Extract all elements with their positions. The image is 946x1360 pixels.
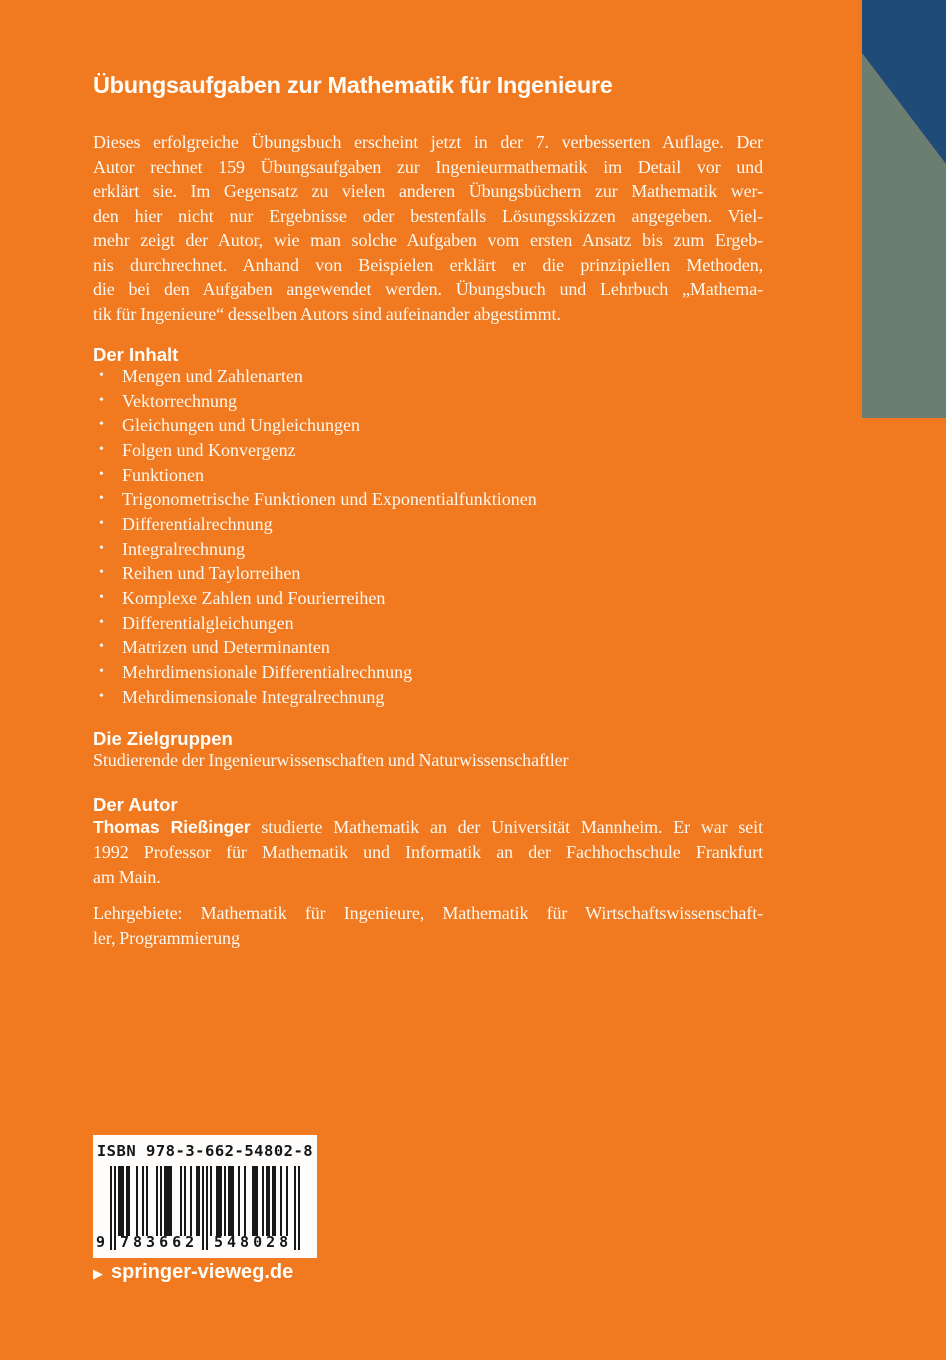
publisher-url-line bbox=[93, 1261, 293, 1284]
bullet-icon: • bbox=[99, 491, 104, 507]
bullet-icon: • bbox=[99, 540, 104, 556]
bullet-icon: • bbox=[99, 368, 104, 383]
text-line: tik für Ingenieure“ desselben Autors sind aufeinander abgestimmt. bbox=[93, 303, 561, 324]
bullet-icon: • bbox=[99, 441, 104, 457]
list-item bbox=[93, 413, 763, 438]
list-item bbox=[93, 561, 763, 586]
arrow-right-icon: ▶ bbox=[93, 1265, 103, 1281]
author-line-1 bbox=[93, 815, 763, 840]
text-line: nis durchrechnet. Anhand von Beispielen erklärt er die prinzipiellen Methoden, bbox=[93, 254, 763, 275]
contents-heading: Der Inhalt bbox=[93, 344, 179, 365]
barcode-digit-group-1: 783662 bbox=[120, 1233, 199, 1251]
bullet-icon: • bbox=[99, 565, 104, 581]
author-line-3: am Main. bbox=[93, 866, 161, 887]
description-paragraph bbox=[93, 130, 763, 326]
list-item-label: Trigonometrische Funktionen und Exponentialfunktionen bbox=[122, 489, 537, 510]
bullet-icon: • bbox=[99, 688, 104, 704]
audience-text: Studierende der Ingenieurwissenschaften und Naturwissenschaftler bbox=[93, 750, 569, 770]
list-item-label: Mengen und Zahlenarten bbox=[122, 366, 303, 386]
list-item bbox=[93, 438, 763, 463]
list-item bbox=[93, 586, 763, 611]
text-line: mehr zeigt der Autor, wie man solche Aufgaben vom ersten Ansatz bis zum Ergeb- bbox=[93, 230, 763, 251]
list-item-label: Gleichungen und Ungleichungen bbox=[122, 415, 360, 436]
author-line-1-rest: studierte Mathematik an der Universität Mannheim. Er war seit bbox=[250, 817, 763, 837]
list-item-label: Reihen und Taylorreihen bbox=[122, 563, 301, 584]
barcode-digits bbox=[96, 1233, 300, 1253]
list-item-label: Vektorrechnung bbox=[122, 390, 237, 411]
text-line: ler, Programmierung bbox=[93, 927, 240, 948]
list-item-label: Funktionen bbox=[122, 464, 205, 485]
bullet-icon: • bbox=[99, 466, 104, 482]
publisher-url: springer-vieweg.de bbox=[111, 1261, 294, 1283]
list-item-label: Folgen und Konvergenz bbox=[122, 439, 296, 460]
text-line: den hier nicht nur Ergebnisse oder bestenfalls Lösungsskizzen angegeben. Viel- bbox=[93, 205, 763, 226]
bullet-icon: • bbox=[99, 589, 104, 605]
list-item bbox=[93, 512, 763, 537]
list-item-label: Mehrdimensionale Differentialrechnung bbox=[122, 661, 413, 682]
text-line: Lehrgebiete: Mathematik für Ingenieure, Mathematik für Wirtschaftswissenschaft- bbox=[93, 903, 763, 923]
corner-decoration bbox=[862, 0, 946, 418]
list-item bbox=[93, 611, 763, 636]
list-item-label: Integralrechnung bbox=[122, 538, 245, 559]
list-item bbox=[93, 635, 763, 660]
bullet-icon: • bbox=[99, 417, 104, 433]
list-item bbox=[93, 364, 763, 389]
text-line: erklärt sie. Im Gegensatz zu vielen anderen Übungsbüchern zur Mathematik wer- bbox=[93, 181, 763, 202]
page-title: Übungsaufgaben zur Mathematik für Ingenieure bbox=[93, 72, 613, 98]
list-item-label: Komplexe Zahlen und Fourierreihen bbox=[122, 587, 386, 608]
text-line: Autor rechnet 159 Übungsaufgaben zur Ingenieurmathematik im Detail vor und bbox=[93, 156, 763, 177]
list-item bbox=[93, 660, 763, 685]
text-line: Dieses erfolgreiche Übungsbuch erscheint jetzt in der 7. verbesserten Auflage. Der bbox=[93, 132, 763, 152]
text-line: die bei den Aufgaben angewendet werden. Übungsbuch und Lehrbuch „Mathema- bbox=[93, 279, 763, 300]
list-item bbox=[93, 487, 763, 512]
isbn-barcode-box bbox=[93, 1135, 317, 1258]
author-paragraph bbox=[93, 815, 763, 889]
list-item-label: Differentialrechnung bbox=[122, 513, 273, 534]
list-item bbox=[93, 463, 763, 488]
audience-heading: Die Zielgruppen bbox=[93, 728, 233, 749]
contents-list bbox=[93, 364, 763, 709]
teaching-areas-paragraph bbox=[93, 901, 763, 951]
author-name: Thomas Rießinger bbox=[93, 817, 251, 837]
barcode-digit-group-2: 548028 bbox=[214, 1233, 293, 1251]
list-item bbox=[93, 389, 763, 414]
bullet-icon: • bbox=[99, 392, 104, 408]
list-item-label: Differentialgleichungen bbox=[122, 612, 294, 633]
bullet-icon: • bbox=[99, 639, 104, 655]
list-item-label: Mehrdimensionale Integralrechnung bbox=[122, 686, 385, 707]
isbn-label: ISBN 978-3-662-54802-8 bbox=[96, 1142, 314, 1160]
bullet-icon: • bbox=[99, 515, 104, 531]
author-heading: Der Autor bbox=[93, 794, 178, 815]
barcode-digit-left: 9 bbox=[96, 1233, 106, 1251]
list-item bbox=[93, 685, 763, 710]
list-item bbox=[93, 537, 763, 562]
author-line-2: 1992 Professor für Mathematik und Informatik an der Fachhochschule Frankfurt bbox=[93, 841, 763, 862]
bullet-icon: • bbox=[99, 614, 104, 630]
list-item-label: Matrizen und Determinanten bbox=[122, 637, 330, 658]
bullet-icon: • bbox=[99, 663, 104, 679]
